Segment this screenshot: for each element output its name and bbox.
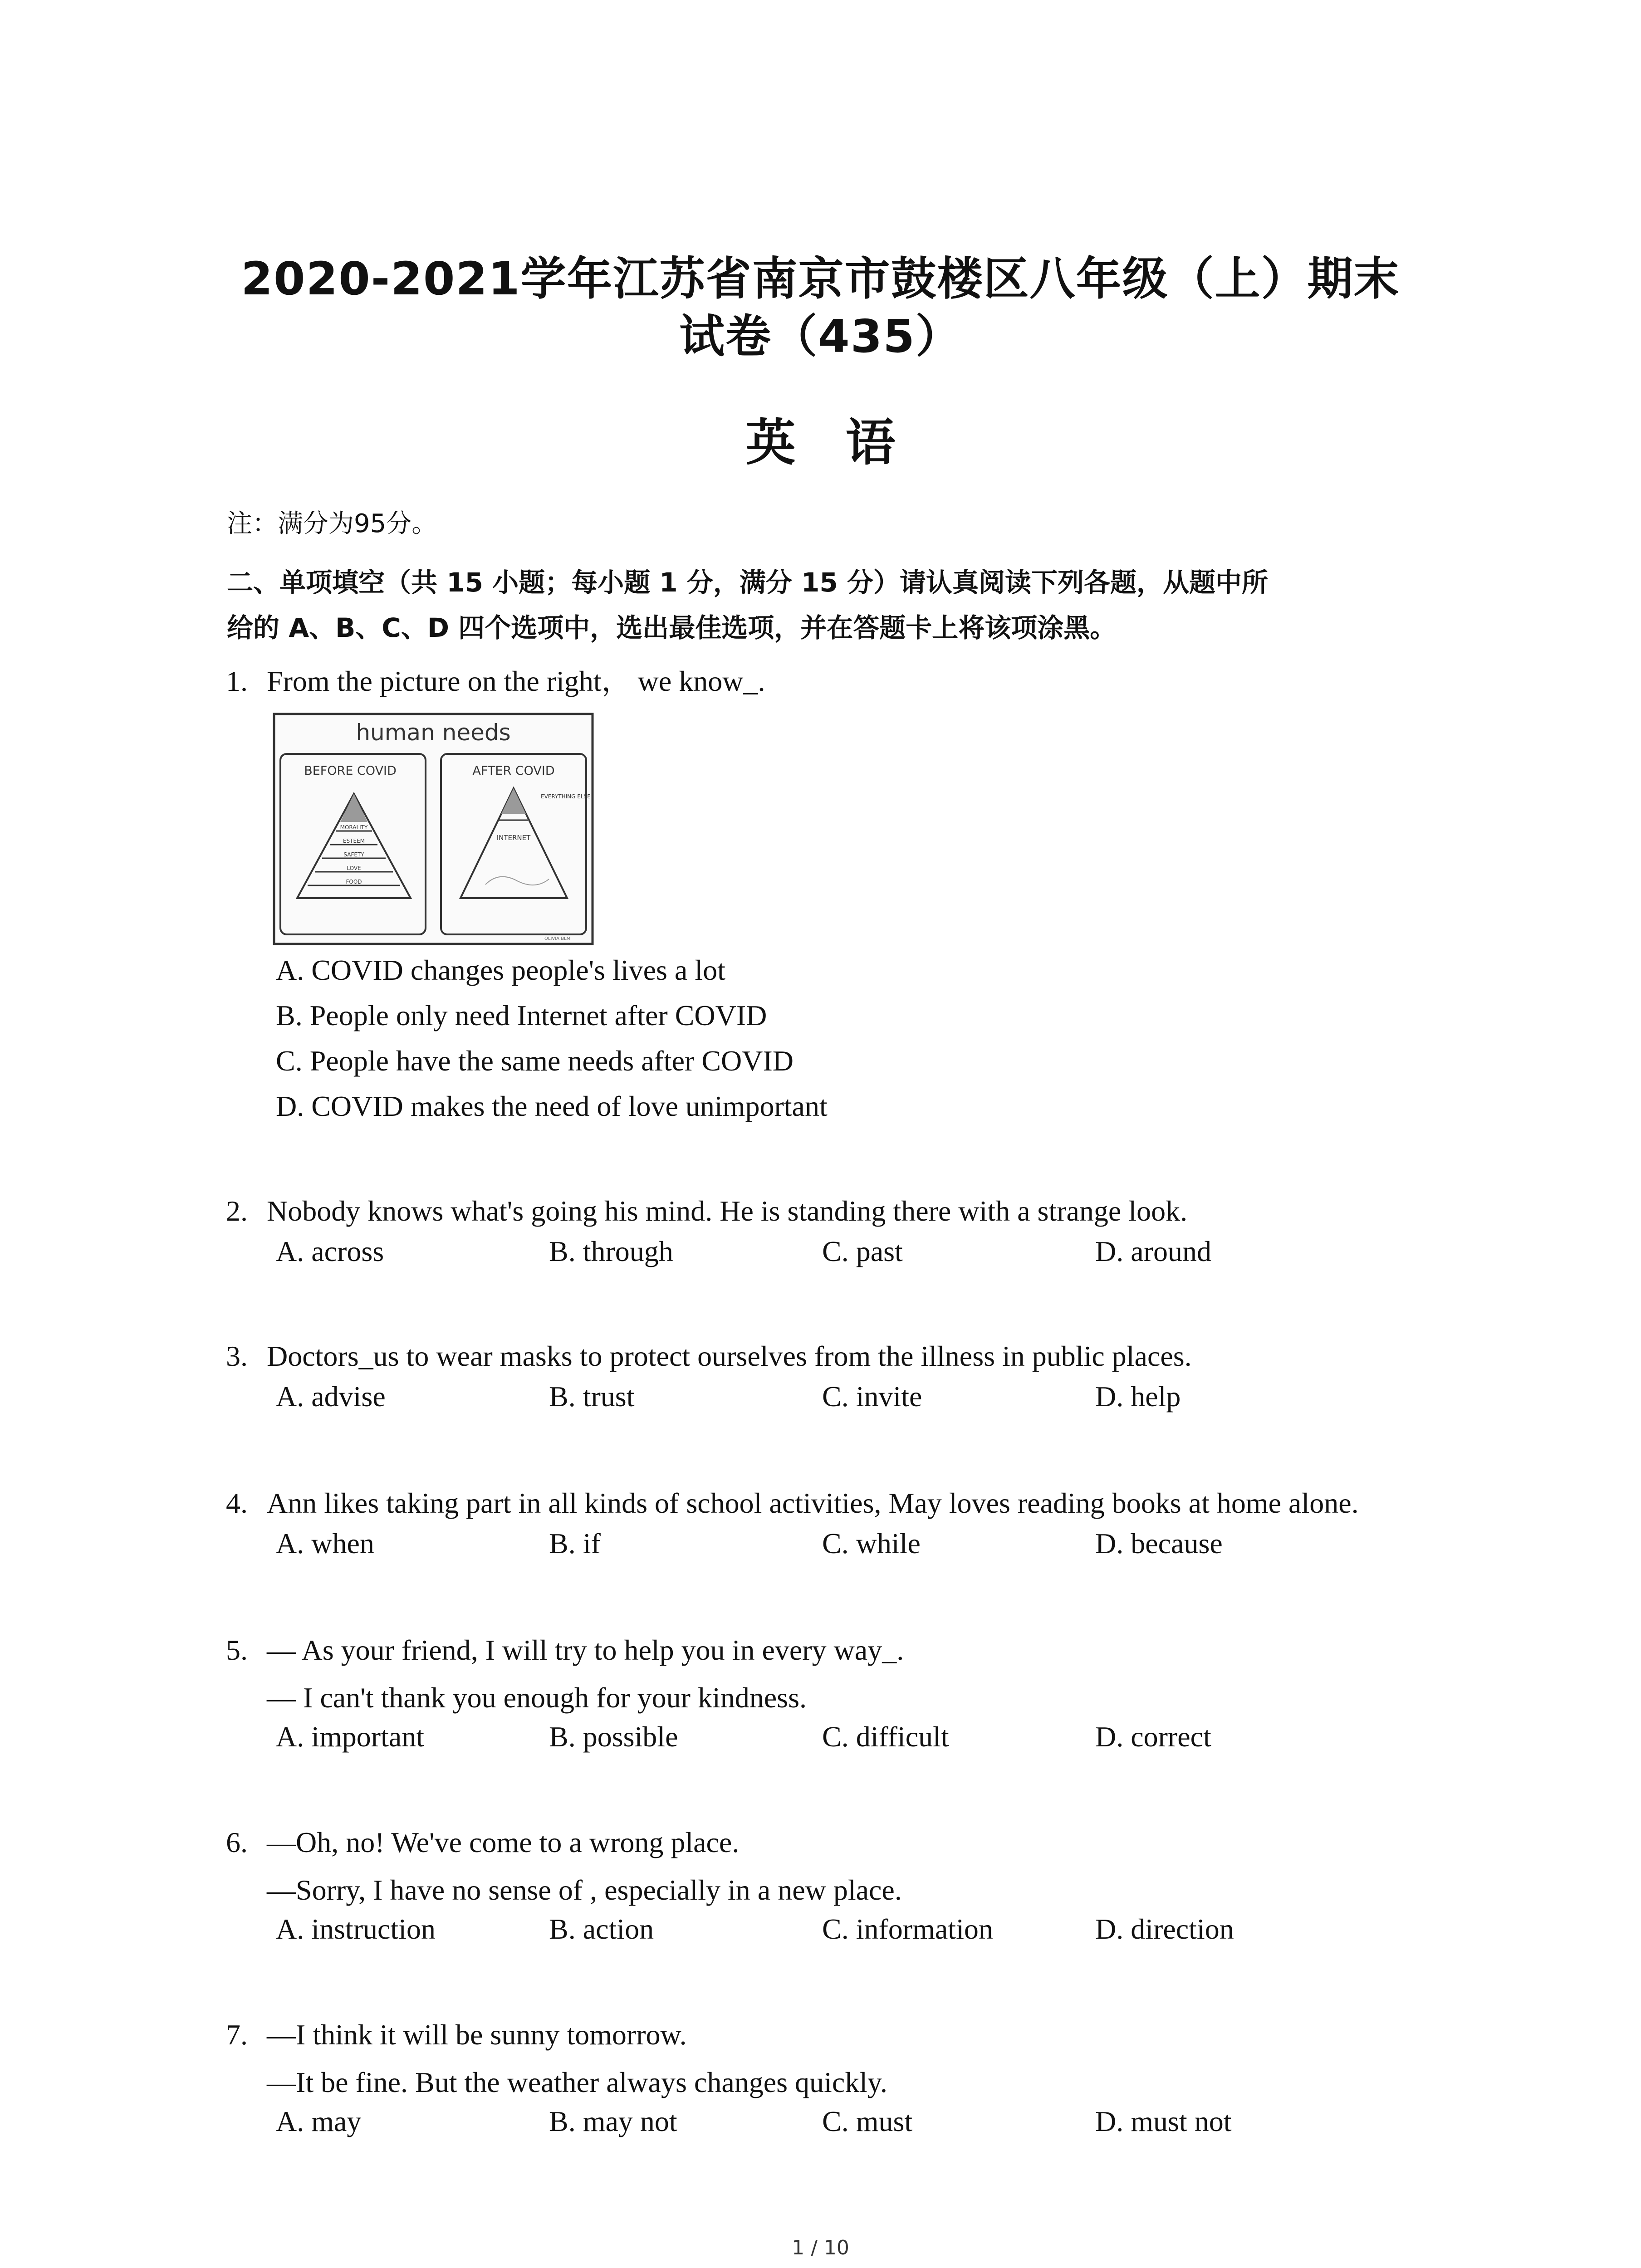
q6-option-a[interactable]: A. instruction (276, 1913, 436, 1945)
q7-option-b[interactable]: B. may not (549, 2105, 677, 2137)
level-everything-else: EVERYTHING ELSE (541, 793, 591, 800)
level-safety: SAFETY (343, 851, 364, 858)
question-number: 5. (226, 1634, 248, 1666)
question-stem-line2: —It be fine. But the weather always changes quickly. (267, 2066, 887, 2098)
q3-option-c[interactable]: C. invite (822, 1380, 922, 1413)
q3-option-b[interactable]: B. trust (549, 1380, 635, 1413)
question-2 (226, 1188, 1187, 1234)
question-1 (226, 659, 765, 704)
q4-option-c[interactable]: C. while (822, 1527, 921, 1559)
q5-option-b[interactable]: B. possible (549, 1721, 678, 1753)
question-5 (226, 1628, 904, 1673)
score-note: 注：满分为95分。 (227, 509, 437, 538)
question-number: 1. (226, 665, 248, 697)
question-4 (226, 1481, 1359, 1526)
q4-option-d[interactable]: D. because (1095, 1527, 1223, 1559)
q2-option-d[interactable]: D. around (1095, 1235, 1211, 1267)
subject-heading: 英语 (745, 414, 945, 472)
q1-option-c[interactable]: C. People have the same needs after COVID (276, 1045, 794, 1077)
question-stem: Nobody knows what's going his mind. He is standing there with a strange look. (267, 1195, 1188, 1227)
q1-option-d[interactable]: D. COVID makes the need of love unimportant (276, 1090, 828, 1122)
svg-text:OLIVIA BLM: OLIVIA BLM (544, 936, 571, 941)
q2-option-b[interactable]: B. through (549, 1235, 673, 1267)
q4-option-a[interactable]: A. when (276, 1527, 374, 1559)
question-number: 4. (226, 1487, 248, 1519)
q7-option-a[interactable]: A. may (276, 2105, 362, 2137)
figure-title: human needs (356, 719, 511, 746)
q4-option-b[interactable]: B. if (549, 1527, 601, 1559)
human-needs-figure (272, 712, 594, 946)
question-stem-line2: — I can't thank you enough for your kindness. (267, 1681, 807, 1714)
question-number: 3. (226, 1340, 248, 1372)
question-6 (226, 1820, 739, 1865)
q6-option-c[interactable]: C. information (822, 1913, 993, 1945)
question-stem-line1: — As your friend, I will try to help you in every way_. (267, 1634, 904, 1666)
question-stem-line1: —Oh, no! We've come to a wrong place. (267, 1826, 740, 1858)
level-morality: MORALITY (340, 824, 368, 831)
question-number: 2. (226, 1195, 248, 1227)
q5-option-a[interactable]: A. important (276, 1721, 425, 1753)
q1-option-a[interactable]: A. COVID changes people's lives a lot (276, 954, 725, 986)
q5-option-d[interactable]: D. correct (1095, 1721, 1211, 1753)
level-food: FOOD (346, 879, 362, 885)
question-7 (226, 2012, 687, 2058)
level-esteem: ESTEEM (343, 838, 365, 844)
before-covid-label: BEFORE COVID (304, 764, 397, 778)
q2-option-c[interactable]: C. past (822, 1235, 903, 1267)
question-stem-line1: —I think it will be sunny tomorrow. (267, 2019, 687, 2051)
page-number: 1 / 10 (792, 2236, 849, 2259)
after-covid-label: AFTER COVID (472, 764, 555, 778)
q7-option-c[interactable]: C. must (822, 2105, 913, 2137)
question-stem: From the picture on the right， we know_. (267, 665, 765, 697)
q3-option-a[interactable]: A. advise (276, 1380, 386, 1413)
exam-title-line2: 试卷（435） (679, 310, 962, 363)
question-number: 6. (226, 1826, 248, 1858)
exam-title-line1: 2020-2021学年江苏省南京市鼓楼区八年级（上）期末 (241, 252, 1400, 305)
question-stem: Ann likes taking part in all kinds of school activities, May loves reading books at home alone. (267, 1487, 1359, 1519)
section-instruction-line1: 二、单项填空（共 15 小题；每小题 1 分，满分 15 分）请认真阅读下列各题，从题中所 (227, 567, 1268, 598)
q6-option-d[interactable]: D. direction (1095, 1913, 1234, 1945)
q2-option-a[interactable]: A. across (276, 1235, 384, 1267)
q1-option-b[interactable]: B. People only need Internet after COVID (276, 999, 767, 1031)
q7-option-d[interactable]: D. must not (1095, 2105, 1232, 2137)
q3-option-d[interactable]: D. help (1095, 1380, 1181, 1413)
level-internet: INTERNET (496, 834, 531, 842)
q5-option-c[interactable]: C. difficult (822, 1721, 949, 1753)
q6-option-b[interactable]: B. action (549, 1913, 654, 1945)
level-love: LOVE (347, 865, 361, 871)
question-3 (226, 1334, 1192, 1379)
question-stem-line2: —Sorry, I have no sense of , especially in a new place. (267, 1874, 902, 1906)
section-instruction-line2: 给的 A、B、C、D 四个选项中，选出最佳选项，并在答题卡上将该项涂黑。 (227, 612, 1117, 643)
question-stem: Doctors_us to wear masks to protect ourselves from the illness in public places. (267, 1340, 1192, 1372)
question-number: 7. (226, 2019, 248, 2051)
